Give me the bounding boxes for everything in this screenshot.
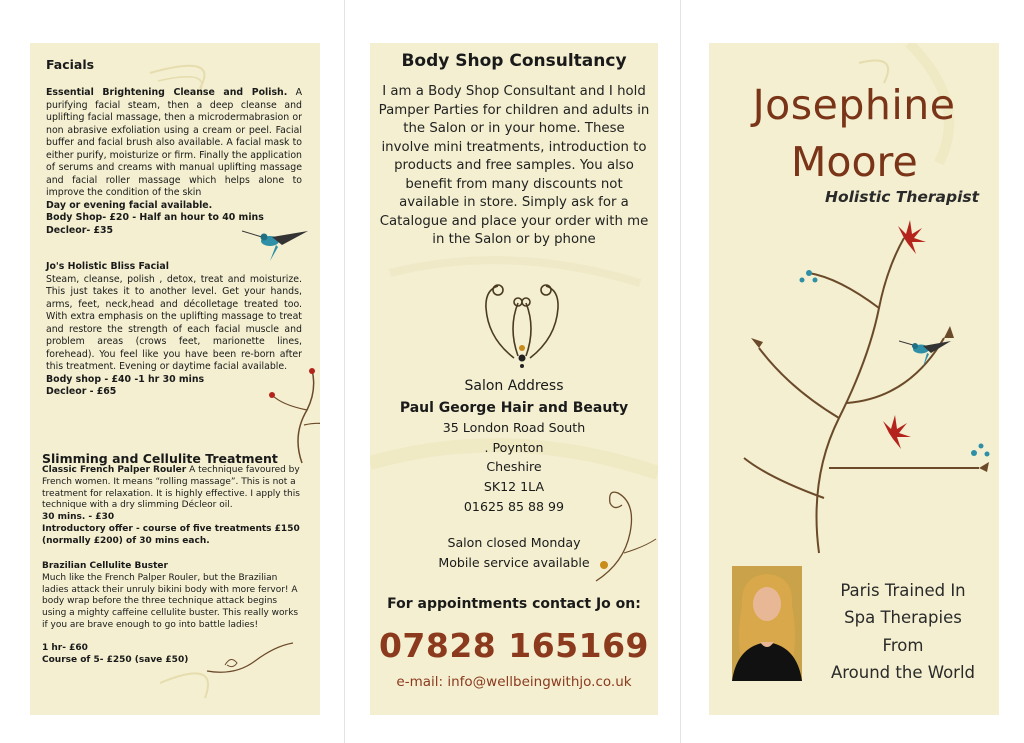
- facials-title: Facials: [46, 57, 95, 72]
- slimming-body: A technique favoured by French women. It means “rolling massage”. This is not a treatment for relaxation. It is highly effective. I apply this technique with a dry slimming Décleor oil.: [42, 465, 300, 511]
- address-line: SK12 1LA: [483, 479, 545, 494]
- therapist-photo: [732, 566, 802, 681]
- bliss-body: Steam, cleanse, polish , detox, treat and moisturize. This just takes it to another level. Get your hands, arms, feet, neck,head and décolletage treated too. With extra emphasis on the uplifting massage to treat and restore the strength of each facial muscle and problem areas (crows feet, marionette lines, forehead). You feel like you have been re-born after this treatment. Evening or daytime facial available.: [46, 273, 302, 372]
- portrait-illustration: [732, 566, 802, 681]
- address-line: 35 London Road South: [442, 420, 586, 435]
- therapist-role: Holistic Therapist: [825, 188, 980, 206]
- slimming-section: [42, 465, 304, 548]
- tagline-line: From: [882, 636, 924, 655]
- contact-phone: 07828 165169: [378, 626, 650, 665]
- tagline-line: Spa Therapies: [844, 608, 962, 627]
- essential-title: Essential Brightening Cleanse and Polish.: [46, 87, 288, 98]
- cover-panel: [709, 43, 999, 715]
- essential-body: A purifying facial steam, then a deep cleanse and uplifting facial massage, then a microdermabrasion or non abrasive exfoliation using a cream or peel. Facial buffer and facial brush also available. A facial mask to either purify, moisturize or firm. Finally the application of serums and creams with manual uplifting massage and facial roller massage which helps alone to improve the condition of the skin: [46, 87, 302, 198]
- slimming-offer: Introductory offer - course of five treatments £150 (normally £200) of 30 mins each.: [42, 523, 300, 546]
- consultancy-body: I am a Body Shop Consultant and I hold Pamper Parties for children and adults in the Salon or in your home. These involve mini treatments, introduction to products and free samples. You also benefit from many discounts not available in store. Simply ask for a Catalogue and place your order with me in the Salon or by phone: [378, 84, 650, 247]
- hummingbird-icon: [899, 335, 953, 371]
- tagline-line: Paris Trained In: [840, 581, 966, 600]
- brazilian-price-course: Course of 5- £250 (save £50): [42, 654, 189, 665]
- essential-availability: Day or evening facial available.: [46, 199, 213, 211]
- essential-facial-section: [46, 87, 302, 237]
- fold-line-right: [680, 0, 681, 743]
- therapist-first-name: Josephine: [752, 81, 956, 129]
- address-line: Cheshire: [486, 459, 542, 474]
- contact-email: e-mail: info@wellbeingwithjo.co.uk: [396, 674, 632, 690]
- brazilian-title: Brazilian Cellulite Buster: [42, 561, 168, 571]
- brazilian-price-single: 1 hr- £60: [42, 643, 88, 653]
- salon-phone: 01625 85 88 99: [463, 499, 565, 514]
- salon-address-label: Salon Address: [464, 378, 564, 394]
- flourish-icon: [205, 641, 295, 681]
- facials-panel: [30, 43, 320, 715]
- bliss-title: Jo's Holistic Bliss Facial: [46, 261, 169, 272]
- floral-vine-illustration: [729, 218, 999, 558]
- salon-closed-notice: Salon closed Monday: [447, 535, 581, 550]
- salon-name: Paul George Hair and Beauty: [399, 400, 629, 416]
- tagline-line: Around the World: [830, 663, 976, 682]
- bliss-price-decleor: Decleor - £65: [46, 386, 117, 397]
- mobile-service-notice: Mobile service available: [438, 555, 590, 570]
- fold-line-left: [344, 0, 345, 743]
- brazilian-body: Much like the French Palper Rouler, but the Brazilian ladies attack their unruly bikini body with more fervor! A body wrap before the three technique attack begins using a mighty caffeine cellulite buster. This really works if you are brave enough to go into battle ladies!: [42, 572, 299, 630]
- ornament-icon: [468, 278, 576, 368]
- slimming-title: Slimming and Cellulite Treatment: [42, 451, 278, 466]
- essential-price-bodyshop: Body Shop- £20 - Half an hour to 40 mins: [46, 212, 264, 223]
- slimming-price: 30 mins. - £30: [42, 512, 115, 523]
- consultancy-title: Body Shop Consultancy: [401, 51, 627, 71]
- slimming-subtitle: Classic French Palper Rouler: [42, 465, 187, 475]
- therapist-last-name: Moore: [791, 138, 918, 186]
- consultancy-panel: [370, 43, 658, 715]
- address-line: . Poynton: [484, 440, 544, 455]
- bliss-price-bodyshop: Body shop - £40 -1 hr 30 mins: [46, 373, 205, 385]
- essential-price-decleor: Decleor- £35: [46, 224, 114, 236]
- floral-sprig-icon: [262, 365, 320, 465]
- brazilian-section: [42, 561, 304, 632]
- appointments-heading: For appointments contact Jo on:: [387, 596, 641, 612]
